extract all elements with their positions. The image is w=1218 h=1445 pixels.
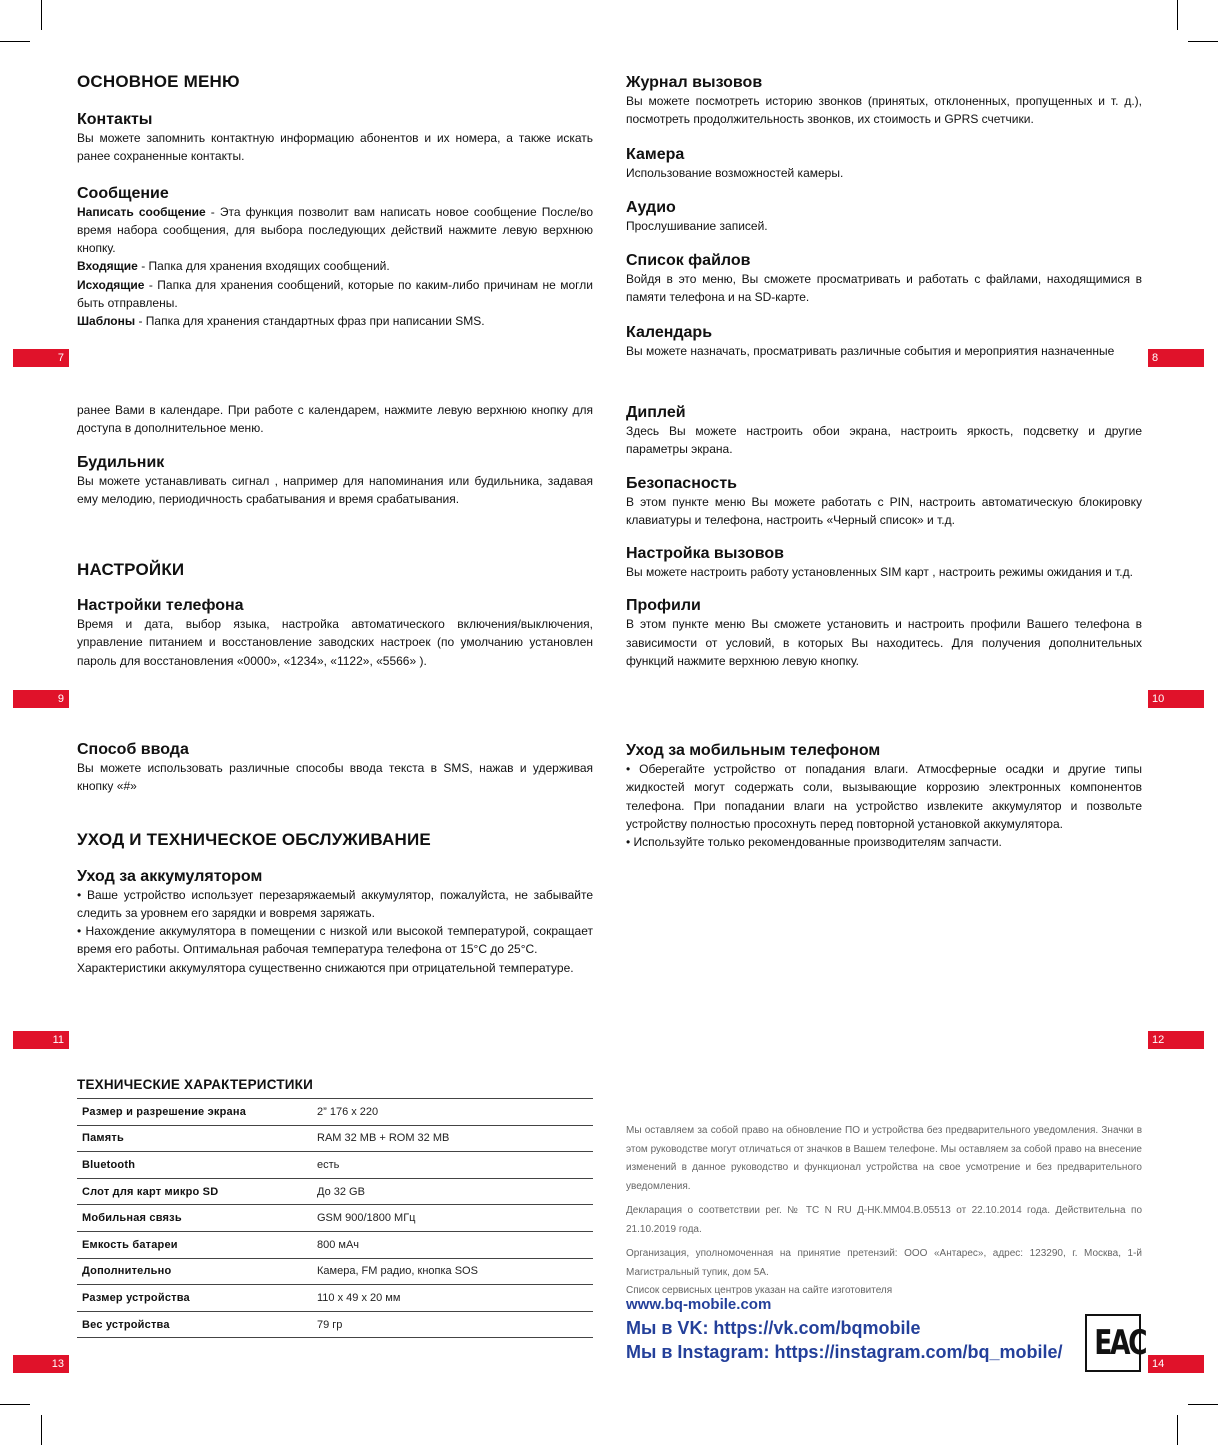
- paragraph: Вы можете устанавливать сигнал , например для напоминания или будильника, задавая ему мелодию, периодичность срабатывания и время срабатывания.: [77, 473, 593, 506]
- subsection-title: Журнал вызовов: [626, 74, 763, 91]
- table-row: [77, 1125, 593, 1152]
- table-row: [77, 1099, 593, 1126]
- crop-mark: [1188, 41, 1218, 42]
- table-row: [77, 1152, 593, 1179]
- crop-mark: [0, 41, 30, 42]
- subsection-title: Камера: [626, 145, 685, 163]
- crop-mark: [0, 1404, 30, 1405]
- specs-title: ТЕХНИЧЕСКИЕ ХАРАКТЕРИСТИКИ: [77, 1077, 314, 1092]
- table-row: [77, 1285, 593, 1312]
- section-heading: УХОД И ТЕХНИЧЕСКОЕ ОБСЛУЖИВАНИЕ: [77, 829, 431, 849]
- table-row: [77, 1178, 593, 1205]
- paragraph: В этом пункте меню Вы сможете установить и настроить профили Вашего телефона в зависимости от условий, в которых Вы находитесь. Для получения дополнительных функций нажмите верхнюю левую кнопку.: [626, 617, 1142, 669]
- instagram-link[interactable]: Мы в Instagram: https://instagram.com/bq_mobile/: [626, 1342, 1063, 1362]
- section-heading: НАСТРОЙКИ: [77, 560, 185, 580]
- page-number: 9: [13, 690, 69, 708]
- paragraph: [77, 312, 593, 330]
- paragraph: Прослушивание записей.: [626, 218, 768, 233]
- subsection-title: Будильник: [77, 453, 165, 471]
- page-number: 13: [13, 1355, 69, 1373]
- table-row: [77, 1231, 593, 1258]
- page-11: [77, 741, 593, 977]
- subsection-title: Способ ввода: [77, 741, 189, 758]
- table-row: [77, 1311, 593, 1338]
- paragraph: Вы можете запомнить контактную информацию абонентов и их номера, а также искать ранее сохраненные контакты.: [77, 131, 593, 164]
- page-number: 14: [1148, 1355, 1204, 1373]
- subsection-title: Настройки телефона: [77, 597, 244, 615]
- page-number: 10: [1148, 690, 1204, 708]
- page-number: 11: [13, 1031, 69, 1049]
- crop-mark: [1177, 1415, 1178, 1445]
- page-number: 8: [1148, 349, 1204, 367]
- spec-key: Память: [77, 1125, 312, 1152]
- paragraph: Вы можете настроить работу установленных SIM карт , настроить режимы ожидания и т.д.: [626, 565, 1133, 580]
- spec-value: Камера, FM радио, кнопка SOS: [312, 1258, 593, 1285]
- spec-value: 79 гр: [312, 1311, 593, 1338]
- paragraph: Характеристики аккумулятора существенно снижаются при отрицательной температуре.: [77, 960, 574, 975]
- service-text: Список сервисных центров указан на сайте изготовителя: [626, 1285, 893, 1296]
- crop-mark: [41, 1415, 42, 1445]
- subsection-title: Календарь: [626, 323, 713, 341]
- website-link[interactable]: www.bq-mobile.com: [626, 1296, 772, 1313]
- notice-text: Мы оставляем за собой право на обновление ПО и устройства без предварительного уведомления. Значки в этом руководстве могут отличаться от значков в Вашем телефоне. Мы оставляем за собой право на внесение изменений в данное руководство и функционал устройства на свое усмотрение и без предварительного уведомления.: [626, 1125, 1142, 1192]
- spec-key: Дополнительно: [77, 1258, 312, 1285]
- spec-value: 110 x 49 x 20 мм: [312, 1285, 593, 1312]
- page-12: [626, 742, 1142, 851]
- term: Входящие: [77, 259, 138, 274]
- subsection-title: Безопасность: [626, 474, 737, 492]
- paragraph: • Ваше устройство использует перезаряжаемый аккумулятор, пожалуйста, не забывайте следить за уровнем его зарядки и вовремя заряжать.: [77, 887, 593, 920]
- spec-value: 800 мАч: [312, 1231, 593, 1258]
- definition: - Папка для хранения сообщений, которые по каким-либо причинам не могли быть отправлены.: [77, 277, 593, 311]
- paragraph: Войдя в это меню, Вы сможете просматривать и работать с файлами, находящимися в памяти телефона и на SD-карте.: [626, 272, 1142, 305]
- table-row: [77, 1258, 593, 1285]
- specs-table: [77, 1098, 593, 1338]
- paragraph: • Используйте только рекомендованные производителям запчасти.: [626, 835, 1002, 850]
- definition: - Папка для хранения стандартных фраз при написании SMS.: [135, 314, 485, 329]
- spec-key: Bluetooth: [77, 1152, 312, 1179]
- crop-mark: [1177, 0, 1178, 30]
- subsection-title: Аудио: [626, 198, 676, 216]
- page-7: [77, 72, 593, 331]
- paragraph: Использование возможностей камеры.: [626, 165, 844, 180]
- subsection-title: Диплей: [626, 404, 686, 421]
- page-8: [626, 74, 1142, 360]
- subsection-title: Уход за мобильным телефоном: [626, 742, 881, 759]
- subsection-title: Настройка вызовов: [626, 545, 784, 563]
- paragraph: • Нахождение аккумулятора в помещении с низкой или высокой температурой, сокращает время его работы. Оптимальная рабочая температура телефона от 15°С до 25°С.: [77, 924, 593, 957]
- paragraph: ранее Вами в календаре. При работе с календарем, нажмите левую верхнюю кнопку для доступа в дополнительное меню.: [77, 403, 593, 436]
- page-number: 7: [13, 349, 69, 367]
- term: Написать сообщение: [77, 204, 206, 219]
- spec-key: Размер устройства: [77, 1285, 312, 1312]
- spec-key: Размер и разрешение экрана: [77, 1099, 312, 1126]
- spec-value: GSM 900/1800 МГц: [312, 1205, 593, 1232]
- spec-key: Мобильная связь: [77, 1205, 312, 1232]
- spec-value: 2” 176 x 220: [312, 1099, 593, 1126]
- paragraph: В этом пункте меню Вы можете работать с PIN, настроить автоматическую блокировку клавиатуры и телефона, настроить «Черный список» и т.д.: [626, 494, 1142, 527]
- paragraph: [77, 203, 593, 258]
- spec-key: Вес устройства: [77, 1311, 312, 1338]
- paragraph: Вы можете назначать, просматривать различные события и мероприятия назначенные: [626, 343, 1115, 358]
- crop-mark: [1188, 1404, 1218, 1405]
- page-9: [77, 401, 593, 670]
- paragraph: Время и дата, выбор языка, настройка автоматического включения/выключения, управление питанием и восстановление заводских настроек (по умолчанию установлен пароль для восстановления «0000», «1234», «1122», «5566» ).: [77, 617, 593, 668]
- specs-section: [77, 1077, 593, 1338]
- eac-logo: [1085, 1314, 1146, 1372]
- paragraph: Вы можете использовать различные способы ввода текста в SMS, нажав и удерживая кнопку «#»: [77, 761, 593, 794]
- term: Шаблоны: [77, 314, 136, 329]
- subsection-title: Список файлов: [626, 252, 751, 270]
- spec-value: До 32 GB: [312, 1178, 593, 1205]
- subsection-title: Профили: [626, 597, 701, 615]
- spec-value: RAM 32 MB + ROM 32 MB: [312, 1125, 593, 1152]
- spec-value: есть: [312, 1152, 593, 1179]
- page-number: 12: [1148, 1031, 1204, 1049]
- page-10: [626, 404, 1142, 670]
- organization-text: Организация, уполномоченная на принятие претензий: ООО «Антарес», адрес: 123290, г. Москва, 1-й Магистральный тупик, дом 5А.: [626, 1248, 1142, 1278]
- subsection-title: Контакты: [77, 111, 153, 128]
- paragraph: [77, 276, 593, 313]
- subsection-title: Сообщение: [77, 184, 169, 202]
- spec-key: Емкость батареи: [77, 1231, 312, 1258]
- table-row: [77, 1205, 593, 1232]
- definition: - Папка для хранения входящих сообщений.: [137, 259, 390, 274]
- paragraph: [77, 257, 593, 275]
- eac-mark-text: EAC: [1094, 1323, 1146, 1363]
- subsection-title: Уход за аккумулятором: [77, 867, 263, 885]
- definition: - Эта функция позволит вам написать новое сообщение После/во время набора сообщения, для выбора последующих действий нажмите левую верхнюю кнопку.: [77, 204, 593, 256]
- paragraph: • Оберегайте устройство от попадания влаги. Атмосферные осадки и другие типы жидкостей могут содержать соли, вызывающие коррозию электронных компонентов телефона. При попадании влаги на устройство извлеките аккумулятор и позвольте устройству полностью просохнуть перед повторной установкой аккумулятора.: [626, 762, 1142, 831]
- spec-key: Слот для карт микро SD: [77, 1178, 312, 1205]
- term: Исходящие: [77, 277, 145, 292]
- paragraph: Здесь Вы можете настроить обои экрана, настроить яркость, подсветку и другие параметры экрана.: [626, 424, 1142, 457]
- declaration-text: Декларация о соответствии рег. № ТС N RU Д-НК.ММ04.В.05513 от 22.10.2014 года. Действительна по 21.10.2019 года.: [626, 1205, 1142, 1235]
- vk-link[interactable]: Мы в VK: https://vk.com/bqmobile: [626, 1318, 921, 1338]
- crop-mark: [41, 0, 42, 30]
- page-14: [626, 1122, 1142, 1301]
- paragraph: Вы можете посмотреть историю звонков (принятых, отклоненных, пропущенных и т. д.), посмотреть продолжительность звонков, их стоимость и GPRS счетчики.: [626, 94, 1142, 127]
- section-heading: ОСНОВНОЕ МЕНЮ: [77, 72, 240, 91]
